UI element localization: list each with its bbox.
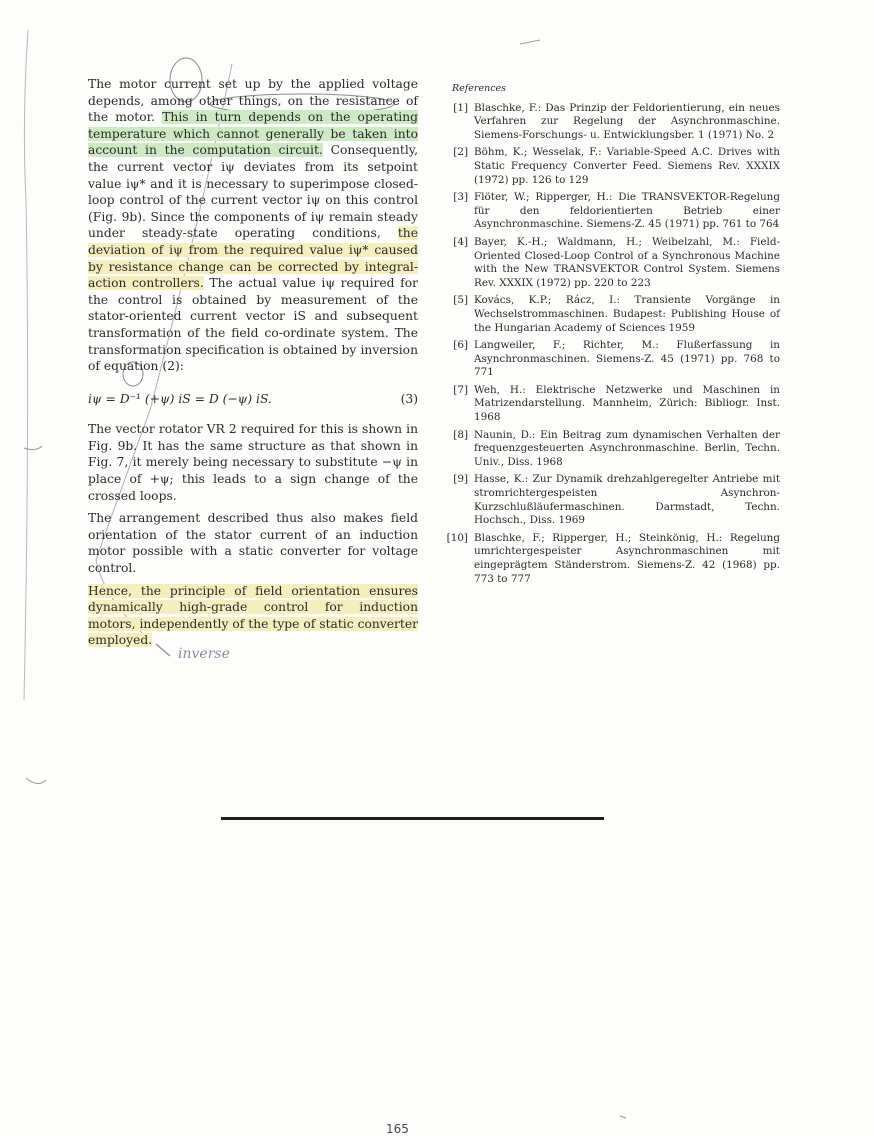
reference-item — [440, 191, 780, 232]
equation-text: iψ = D⁻¹ (+ψ) iS = D (−ψ) iS. — [88, 391, 272, 406]
para1-e: The actual value iψ required for the control is obtained by measurement of the stator-oriented current vector iS and subsequent transformation of the field co-ordinate system. The transformation specification is obtained by inversion of equation (2): — [88, 276, 419, 374]
reference-number: [8] — [453, 428, 468, 441]
reference-text: Naunin, D.: Ein Beitrag zum dynamischen Verhalten der frequenzgesteuerten Asynchronmaschine. Berlin, Techn. Univ., Diss. 1968 — [474, 428, 780, 468]
reference-number: [9] — [453, 473, 468, 486]
horizontal-rule — [221, 817, 604, 820]
equation-number: (3) — [400, 391, 418, 406]
reference-item — [440, 146, 780, 187]
references-heading: References — [452, 83, 507, 94]
reference-item — [440, 294, 780, 335]
reference-text: Kovács, K.P.; Rácz, I.: Transiente Vorgänge in Wechselstrommaschinen. Budapest: Publishing House of the Hungarian Academy of Sciences 1959 — [474, 294, 780, 334]
para1-d-highlight: the deviation of iψ from the required value iψ* caused by resistance change can be corrected by integral-action controllers. — [88, 226, 418, 291]
reference-item — [440, 384, 780, 425]
reference-number: [4] — [453, 235, 468, 248]
reference-item — [440, 339, 780, 380]
reference-number: [7] — [453, 383, 468, 396]
paragraph-1 — [88, 76, 418, 375]
reference-number: [10] — [446, 531, 468, 544]
para4-highlight: Hence, the principle of field orientation ensures dynamically high-grade control for induction motors, independently of the type of static converter employed. — [88, 583, 418, 648]
reference-text: Hasse, K.: Zur Dynamik drehzahlgeregelter Antriebe mit stromrichtergespeisten Asynchron-Kurzschlußläufermaschinen. Darmstadt, Techn. Hochsch., Diss. 1969 — [474, 473, 780, 527]
paragraph-4 — [88, 583, 418, 649]
reference-item — [440, 532, 780, 586]
reference-text: Blaschke, F.; Ripperger, H.; Steinkönig, H.: Regelung umrichtergespeister Asynchronmaschinen mit eingeprägtem Ständerstrom. Siemens-Z. 42 (1968) pp. 773 to 777 — [474, 531, 780, 585]
reference-text: Bayer, K.-H.; Waldmann, H.; Weibelzahl, M.: Field-Oriented Closed-Loop Control of a Synchronous Machine with the New TRANSVEKTOR Control System. Siemens Rev. XXXIX (1972) pp. 220 to 223 — [474, 235, 780, 289]
reference-number: [2] — [453, 146, 468, 159]
reference-number: [5] — [453, 294, 468, 307]
reference-list — [440, 102, 780, 587]
reference-item — [440, 236, 780, 290]
body-text — [88, 76, 418, 655]
para1-c: Consequently, the current vector iψ deviates from its setpoint value iψ* and it is necessary to superimpose closed-loop control of the current vector iψ on this control (Fig. 9b). Since the components of iψ remain steady under steady-state operating conditions, — [88, 143, 418, 241]
page-number: 165 — [386, 1122, 409, 1136]
para1-a: The motor current set up by the applied voltage depends, among other things, on the resistance of the motor. — [88, 77, 418, 125]
reference-number: [6] — [453, 339, 468, 352]
reference-item — [440, 102, 780, 143]
reference-item — [440, 473, 780, 527]
reference-text: Flöter, W.; Ripperger, H.: Die TRANSVEKTOR-Regelung für den feldorientierten Betrieb einer Asynchronmaschine. Siemens-Z. 45 (1971) pp. 761 to 764 — [474, 191, 780, 231]
reference-text: Weh, H.: Elektrische Netzwerke und Maschinen in Matrizendarstellung. Mannheim, Zürich: Bibliogr. Inst. 1968 — [474, 383, 780, 424]
reference-text: Blaschke, F.: Das Prinzip der Feldorientierung, ein neues Verfahren zur Regelung der Asynchronmaschine. Siemens-Forschungs- u. Entwicklungsber. 1 (1971) No. 2 — [474, 101, 780, 141]
reference-text: Böhm, K.; Wesselak, F.: Variable-Speed A.C. Drives with Static Frequency Converter Feed. Siemens Rev. XXXIX (1972) pp. 126 to 129 — [474, 146, 780, 186]
paragraph-3: The arrangement described thus also makes field orientation of the stator current of an induction motor possible with a static converter for voltage control. — [88, 511, 418, 576]
reference-item — [440, 429, 780, 470]
references-section — [440, 82, 780, 590]
handwritten-note: inverse — [178, 646, 230, 662]
reference-number: [1] — [453, 101, 468, 114]
equation-3 — [88, 391, 418, 408]
reference-text: Langweiler, F.; Richter, M.: Flußerfassung in Asynchronmaschinen. Siemens-Z. 45 (1971) pp. 768 to 771 — [474, 339, 780, 379]
para1-b-highlight: This in turn depends on the operating temperature which cannot generally be taken into account in the computation circuit. — [88, 110, 418, 158]
paragraph-2: The vector rotator VR 2 required for this is shown in Fig. 9b. It has the same structure as that shown in Fig. 7, it merely being necessary to substitute −ψ in place of +ψ; this leads to a sign change of the crossed loops. — [88, 422, 418, 503]
reference-number: [3] — [453, 191, 468, 204]
